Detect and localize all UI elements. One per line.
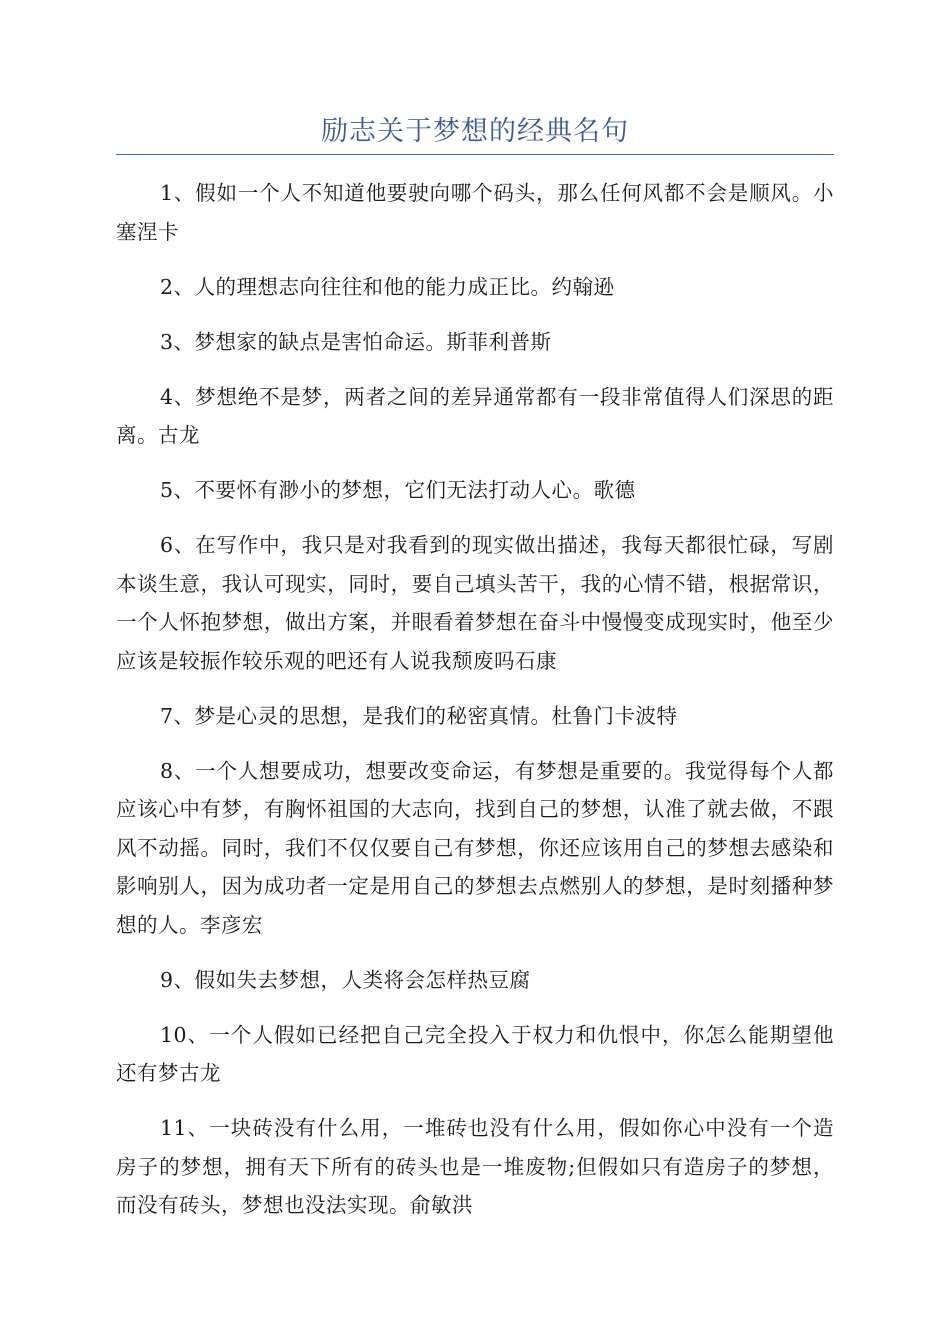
quote-paragraph-1: 1、假如一个人不知道他要驶向哪个码头，那么任何风都不会是顺风。小塞涅卡 [116, 181, 834, 244]
quote-paragraph-3: 3、梦想家的缺点是害怕命运。斯菲利普斯 [160, 329, 552, 354]
quote-paragraph-2: 2、人的理想志向往往和他的能力成正比。约翰逊 [160, 274, 615, 299]
document-body [116, 174, 834, 1241]
title-underline [116, 154, 834, 155]
document-title: 励志关于梦想的经典名句 [321, 116, 629, 147]
quote-paragraph-5: 5、不要怀有渺小的梦想，它们无法打动人心。歌德 [160, 478, 636, 502]
quote-paragraph-10: 10、一个人假如已经把自己完全投入于权力和仇恨中，你怎么能期望他还有梦古龙 [116, 1022, 834, 1085]
quote-paragraph-9: 9、假如失去梦想，人类将会怎样热豆腐 [160, 967, 531, 992]
quote-paragraph-7: 7、梦是心灵的思想，是我们的秘密真情。杜鲁门卡波特 [160, 703, 678, 728]
quote-paragraph-8: 8、一个人想要成功，想要改变命运，有梦想是重要的。我觉得每个人都应该心中有梦，有胸怀祖国的大志向，找到自己的梦想，认准了就去做，不跟风不动摇。同时，我们不仅仅要自己有梦想，你还应该用自己的梦想去感染和影响别人，因为成功者一定是用自己的梦想去点燃别人的梦想，是时刻播种梦想的人。李彦宏 [116, 758, 834, 937]
quote-paragraph-11: 11、一块砖没有什么用，一堆砖也没有什么用，假如你心中没有一个造房子的梦想，拥有天下所有的砖头也是一堆废物;但假如只有造房子的梦想，而没有砖头，梦想也没法实现。俞敏洪 [116, 1116, 834, 1217]
quote-paragraph-4: 4、梦想绝不是梦，两者之间的差异通常都有一段非常值得人们深思的距离。古龙 [116, 384, 834, 447]
quote-paragraph-6: 6、在写作中，我只是对我看到的现实做出描述，我每天都很忙碌，写剧本谈生意，我认可现实，同时，要自己填头苦干，我的心情不错，根据常识，一个人怀抱梦想，做出方案，并眼看着梦想在奋斗中慢慢变成现实时，他至少应该是较振作较乐观的吧还有人说我颓废吗石康 [116, 533, 834, 673]
